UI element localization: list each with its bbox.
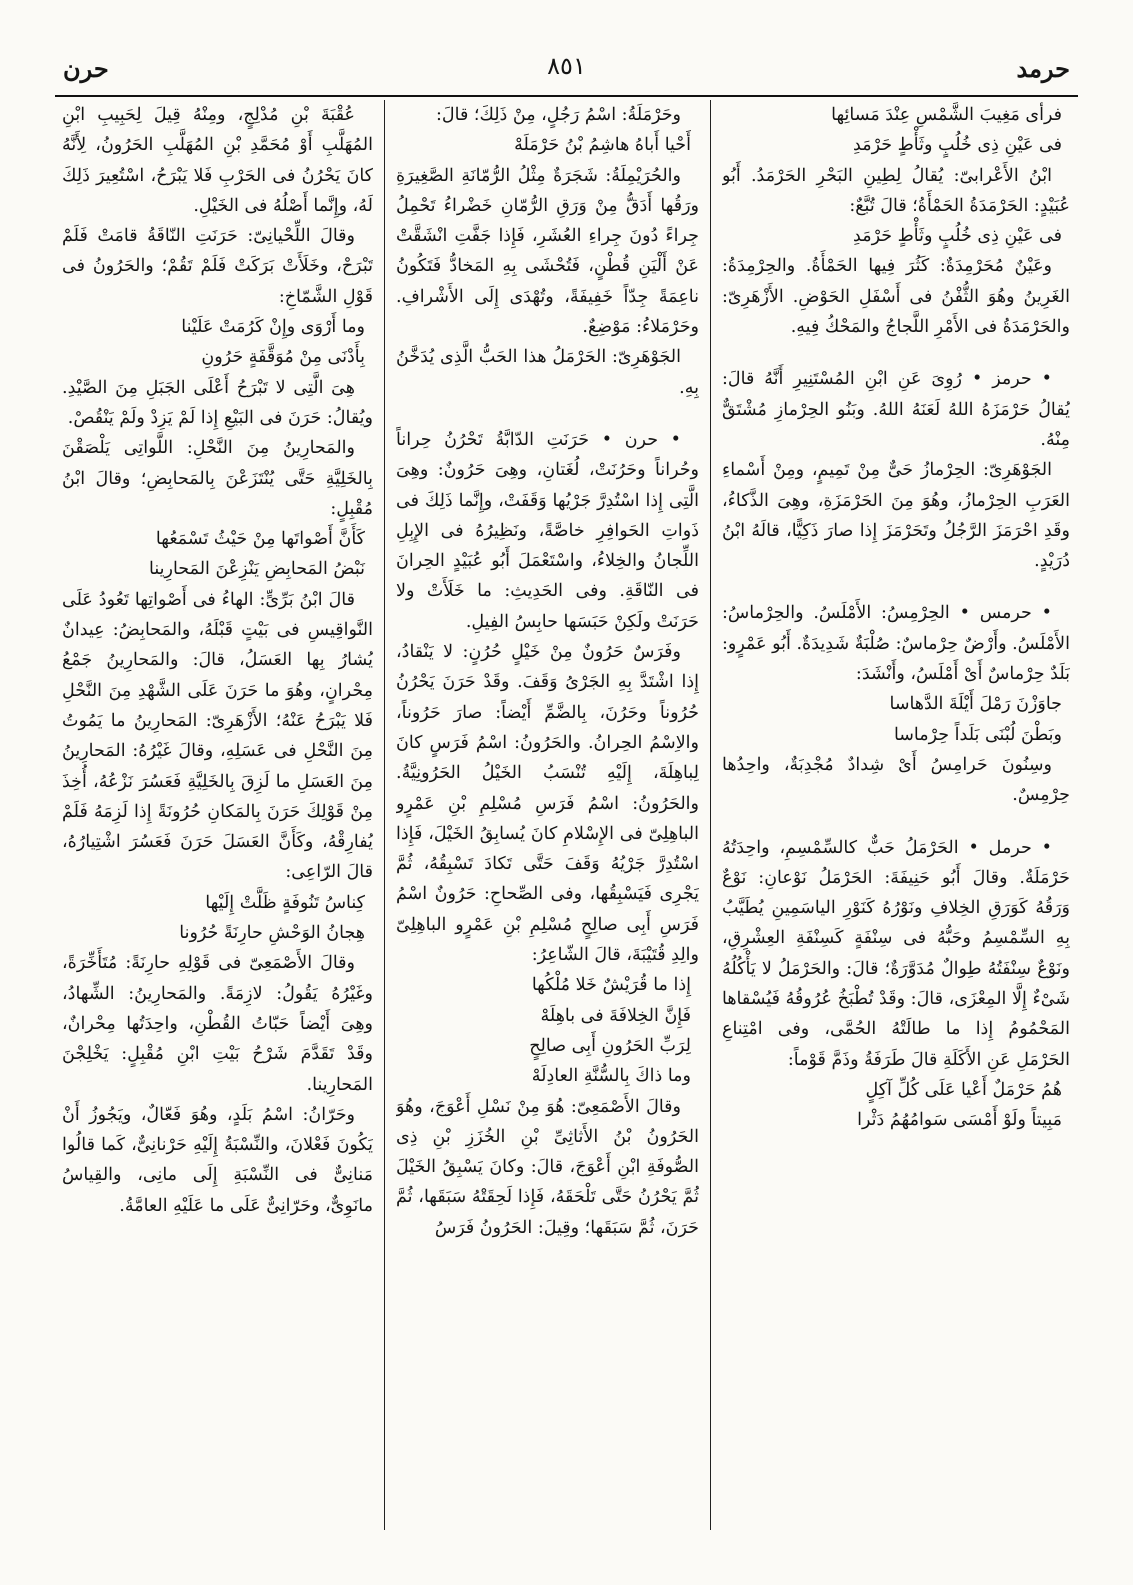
text-paragraph: هِىَ الَّتِى لا تَبْرَحُ أَعْلَى الجَبَلِ مِنَ الصَّيْدِ. ويُقالُ: حَرَنَ فى البَيْعِ إِذا لَمْ يَزِدْ ولَمْ يَنْقُصْ. [62,377,373,428]
text-paragraph: قالَ ابْنُ بَرِّىٍّ: الهاءُ فى أَصْواتِها تَعُودُ عَلَى النَّواقِيسِ فى بَيْتٍ قَبْلَهُ، والمَحابِضُ: عِيدانٌ يُشارُ بِها العَسَلُ، قالَ: والمَحارِينُ جَمْعُ مِحْرانٍ، وهُوَ ما حَرَنَ عَلَى الشَّهْدِ مِنَ النَّحْلِ فَلا يَبْرَحُ عَنْهُ؛ الأَزْهَرِىّ: المَحارِينُ ما يَمُوتُ مِنَ النَّحْلِ فى عَسَلِهِ، وقالَ غَيْرُهُ: المَحارِينُ مِنَ العَسَلِ ما لَزِقَ بِالخَلِيَّةِ فَعَسُرَ نَزْعُهُ، أُخِذَ مِنْ قَوْلِكَ حَرَنَ بِالمَكانِ حُرُونَةً إِذا لَزِمَهُ فَلَمْ يُفارِقْهُ، وكَأَنَّ العَسَلَ حَرَنَ فَعَسُرَ اشْتِيارُهُ، قالَ الرّاعِى: [62,589,373,883]
verse-line: لِرَبِّ الحَرُونِ أَبِى صالِحٍ [529,1035,691,1056]
column-divider [384,100,385,1530]
text-paragraph: عُقْبَةَ بْنِ مُدْلِجٍ، ومِنْهُ قِيلَ لِحَبِيبِ ابْنِ المُهَلَّبِ أَوْ مُحَمَّدِ بْنِ المُهَلَّبِ الحَرُونُ، لِأَنَّهُ كانَ يَحْرُنُ فى الحَرْبِ فَلا يَبْرَحُ، اسْتُعِيرَ ذَلِكَ لَهُ، وإِنَّما أَصْلُهُ فى الخَيْلِ. [62,105,373,216]
verse-line: بِأَدْنَى مِنْ مُوَقَّفَةٍ حَرُونِ [201,347,365,368]
verse-line: نَبْضُ المَحابِضِ يَنْزِعْنَ المَحارِينا [149,559,365,580]
text-paragraph: وعَيْنٌ مُحَرْمِدَةٌ: كَثُرَ فِيها الحَمْأَةُ. والحِرْمِدَةُ: الغَرِينُ وهُوَ الثُّفْنُ فى أَسْفَلِ الحَوْضِ. الأَزْهَرِىّ: والحَرْمَدَةُ فى الأَمْرِ اللَّجاجُ والمَحْكُ فِيهِ. [722,256,1070,338]
entry-paragraph: • حرن • حَرَنَتِ الدّابَّةُ تَحْرُنُ حِراناً وحُراناً وحَرُنَتْ، لُغَتانِ، وهِىَ حَرُونٌ: وهِىَ الَّتِى إِذا اسْتُدِرَّ جَرْيُها وَقَفَتْ، وإِنَّما ذَلِكَ فى ذَواتِ الحَوافِرِ خاصَّةً، ونَظِيرُهُ فى الإِبِلِ اللِّجانُ والخِلاءُ، واسْتَعْمَلَ أَبُو عُبَيْدٍ الحِرانَ فى النّاقَةِ. وفى الحَدِيثِ: ما خَلَأَتْ ولا حَرَنَتْ ولَكِنْ حَبَسَها حابِسُ الفِيلِ. [396,429,699,632]
text-paragraph: الجَوْهَرِىّ: الحِرْمازُ حَىٌّ مِنْ تَمِيمٍ، ومِنْ أَسْماءِ العَرَبِ الحِرْمازُ، وهُوَ مِنَ الحَرْمَزَةِ، وهِىَ الذَّكاءُ، وقَدِ احْرَمَزَ الرَّجُلُ وتَحَرْمَزَ إِذا صارَ ذَكِيًّا، قالَهُ ابْنُ دُرَيْدٍ. [722,460,1070,572]
column-divider [710,100,711,1530]
text-paragraph: وقالَ الأَصْمَعِىّ فى قَوْلِهِ حارِنَةً: مُتَأَخِّرَةً، وغَيْرُهُ يَقُولُ: لازِمَةً. والمَحارِينُ: الشِّهادُ، وهِىَ أَيْضاً حَبّاتُ القُطْنِ، واحِدَتُها مِحْرانٌ، وقَدْ تَقَدَّمَ شَرْحُ بَيْتِ ابْنِ مُقْبِلٍ: يَخْلِجْنَ المَحارِينا. [62,953,373,1095]
column-left [62,100,373,1530]
verse-line: فَإِنَّ الخِلافَةَ فى باهِلَهْ [540,1005,691,1026]
verse-line: كَأَنَّ أَصْواتَها مِنْ حَيْثُ تَسْمَعُها [155,529,365,550]
verse-line: أَحْيا أَباهُ هاشِمُ بْنُ حَرْمَلَهْ [514,135,691,156]
page-number: ٨٥١ [547,52,586,80]
verse-line: فى عَيْنِ ذِى خُلُبٍ وثَأْطٍ حَرْمَدِ [853,135,1062,156]
entry-paragraph: • حرمل • الحَرْمَلُ حَبٌّ كالسِّمْسِمِ، واحِدَتُهُ حَرْمَلَةٌ. وقالَ أَبُو حَنِيفَةَ: الحَرْمَلُ نَوْعانِ: نَوْعٌ وَرَقُهُ كَوَرَقِ الخِلافِ ونَوْرُهُ كَنَوْرِ الياسَمِينِ يُطَيَّبُ بِهِ السِّمْسِمُ وحَبُّهُ فى سِنْفَةٍ كَسِنْفَةِ العِشْرِقِ، ونَوْعٌ سِنْفَتُهُ طِوالٌ مُدَوَّرَةٌ؛ قالَ: والحَرْمَلُ لا يَأْكُلُهُ شَىْءٌ إِلَّا المِعْزَى، قالَ: وقَدْ تُطْبَخُ عُرُوقُهُ فَيُسْقاها المَحْمُومُ إِذا ما طالَتْهُ الحُمَّى، وفى امْتِناعِ الحَرْمَلِ عَنِ الأَكَلَةِ قالَ طَرَفَةُ وذَمَّ قَوْماً: [722,837,1070,1070]
verse-line: فرأى مَغِيبَ الشَّمْسِ عِنْدَ مَسائِها [831,105,1062,125]
verse-line: هُمُ حَرْمَلٌ أَعْيا عَلَى كُلِّ آكِلٍ [865,1079,1062,1100]
header-right-word: حرمد [1016,54,1070,83]
header-left-word: حرن [63,54,109,83]
column-middle [396,100,699,1530]
verse-line: وما أَرْوَى وإِنْ كَرُمَتْ عَلَيْنا [181,317,365,338]
verse-line: وما ذاكَ بِالسُّنَّةِ العادِلَهْ [531,1066,691,1087]
entry-paragraph: • حرمس • الحِرْمِسُ: الأَمْلَسُ. والحِرْماسُ: الأَمْلَسُ. وأَرْضٌ حِرْماسٌ: صُلْبَةٌ شَدِيدَةٌ. أَبُو عَمْرٍو: بَلَدٌ حِرْماسٌ أَىْ أَمْلَسُ، وأَنْشَدَ: [722,603,1070,685]
header-rule [55,95,1078,97]
text-paragraph: والمَحارِينُ مِنَ النَّحْلِ: اللَّواتِى يَلْصَقْنَ بِالخَلِيَّةِ حَتَّى يُنْتَزَعْنَ بِالمَحابِضِ؛ وقالَ ابْنُ مُقْبِلٍ: [62,438,373,519]
text-paragraph: الجَوْهَرِىّ: الحَرْمَلُ هذا الحَبُّ الَّذِى يُدَخَّنُ بِهِ. [396,347,699,398]
entry-paragraph: • حرمز • رُوِىَ عَنِ ابْنِ المُسْتَنِيرِ أَنَّهُ قالَ: يُقالُ حَرْمَزَهُ اللهُ لَعَنَهُ اللهُ. وبَنُو الحِرْمازِ مُشْتَقٌّ مِنْهُ. [722,369,1070,450]
text-paragraph: وفَرَسٌ حَرُونٌ مِنْ خَيْلٍ حُرُنٍ: لا يَنْقادُ، إِذا اشْتَدَّ بِهِ الجَرْىُ وَقَفَ. وقَدْ حَرَنَ يَحْرُنُ حُرُوناً وحَرُنَ، بِالضَّمِّ أَيْضاً: صارَ حَرُوناً، والاِسْمُ الحِرانُ. والحَرُونُ: اسْمُ فَرَسٍ كانَ لِباهِلَةَ، إِلَيْهِ تُنْسَبُ الخَيْلُ الحَرُونِيَّةُ. والحَرُونُ: اسْمُ فَرَسِ مُسْلِمِ بْنِ عَمْرٍو الباهِلِىّ فى الإِسْلامِ كانَ يُسابِقُ الخَيْلَ، فَإِذا اسْتُدِرَّ جَرْيُهُ وَقَفَ حَتَّى تَكادَ تَسْبِقُهُ، ثُمَّ يَجْرِى فَيَسْبِقُها، وفى الصِّحاحِ: حَرُونٌ اسْمُ فَرَسِ أَبِى صالِحٍ مُسْلِمِ بْنِ عَمْرٍو الباهِلِىّ والِدِ قُتَيْبَةَ، قالَ الشّاعِرُ: [396,642,699,966]
text-paragraph: وقالَ الأَصْمَعِىّ: هُوَ مِنْ نَسْلِ أَعْوَجَ، وهُوَ الحَرُونُ بْنُ الأَثاثِىِّ بْنِ الخُزَزِ بْنِ ذِى الصُّوفَةِ ابْنِ أَعْوَجَ، قالَ: وكانَ يَسْبِقُ الخَيْلَ ثُمَّ يَحْرُنُ حَتَّى تَلْحَقَهُ، فَإِذا لَحِقَتْهُ سَبَقَها، ثُمَّ حَرَنَ، ثُمَّ سَبَقَها؛ وقِيلَ: الحَرُونُ فَرَسُ [396,1096,699,1238]
text-paragraph: وحَرّانُ: اسْمُ بَلَدٍ، وهُوَ فَعّالٌ، ويَجُوزُ أَنْ يَكُونَ فَعْلانَ، والنِّسْبَةُ إِلَيْهِ حَرْنانِىٌّ، كَما قالُوا مَنانِىٌّ فى النِّسْبَةِ إِلَى مانِى، والقِياسُ مانَوِىٌّ، وحَرّانِىٌّ عَلَى ما عَلَيْهِ العامَّةُ. [62,1104,373,1216]
verse-line: مَبِيتاً ولَوْ أَمْسَى سَوامُهُمُ دَثْرا [857,1110,1062,1131]
verse-line: إِذا ما قُرَيْشٌ خَلا مُلْكُها [531,975,691,996]
text-paragraph: وحَرْمَلَةُ: اسْمُ رَجُلٍ، مِنْ ذَلِكَ؛ قالَ: [436,105,681,125]
text-paragraph: والحُرَيْمِلَةُ: شَجَرَةٌ مِثْلُ الرُّمّانَةِ الصَّغِيرَةِ ورَقُها أَدَقُّ مِنْ وَرَقِ الرُّمّانِ خَضْراءُ تَحْمِلُ جِراءً دُونَ جِراءِ العُشَرِ، فَإِذا جَفَّتِ انْشَقَّتْ عَنْ أَلْيَنِ قُطْنٍ، فَتُحْشَى بِهِ المَخادُّ فَتَكُونُ ناعِمَةً جِدّاً خَفِيفَةً، وتُهْدَى إِلَى الأَشْرافِ. وحَرْمَلاءُ: مَوْضِعٌ. [396,165,699,338]
verse-line: فى عَيْنِ ذِى خُلُبٍ وثَأْطٍ حَرْمَدِ [853,226,1062,247]
verse-line: جاوَزْنَ رَمْلَ أَيْلَةَ الدَّهاسا [889,694,1062,715]
verse-line: كِناسُ تَنُوفَةٍ ظَلَّتْ إِلَيْها [205,892,365,913]
text-paragraph: ابْنُ الأَعْرابىّ: يُقالُ لِطِينِ البَحْرِ الحَرْمَدُ. أَبُو عُبَيْدٍ: الحَرْمَدَةُ الحَمْأَةُ؛ قالَ تُبَّعٌ: [722,165,1070,216]
page-header [55,50,1078,90]
column-right [722,100,1070,1530]
verse-line: هِجانُ الوَحْشِ حارِنَةً حُرُونا [179,923,365,944]
verse-line: وبَطْنَ لُبْنَى بَلَداً حِرْماسا [893,724,1062,745]
text-paragraph: وقالَ اللِّحْيانِىّ: حَرَنَتِ النّاقَةُ قامَتْ فَلَمْ تَبْرَحْ، وخَلَأَتْ بَرَكَتْ فَلَمْ تَقُمْ؛ والحَرُونُ فى قَوْلِ الشَّمّاخِ: [62,226,373,307]
text-paragraph: وسِنُونَ حَرامِسُ أَىْ شِدادٌ مُجْدِبَةٌ، واحِدُها حِرْمِسٌ. [722,754,1070,806]
